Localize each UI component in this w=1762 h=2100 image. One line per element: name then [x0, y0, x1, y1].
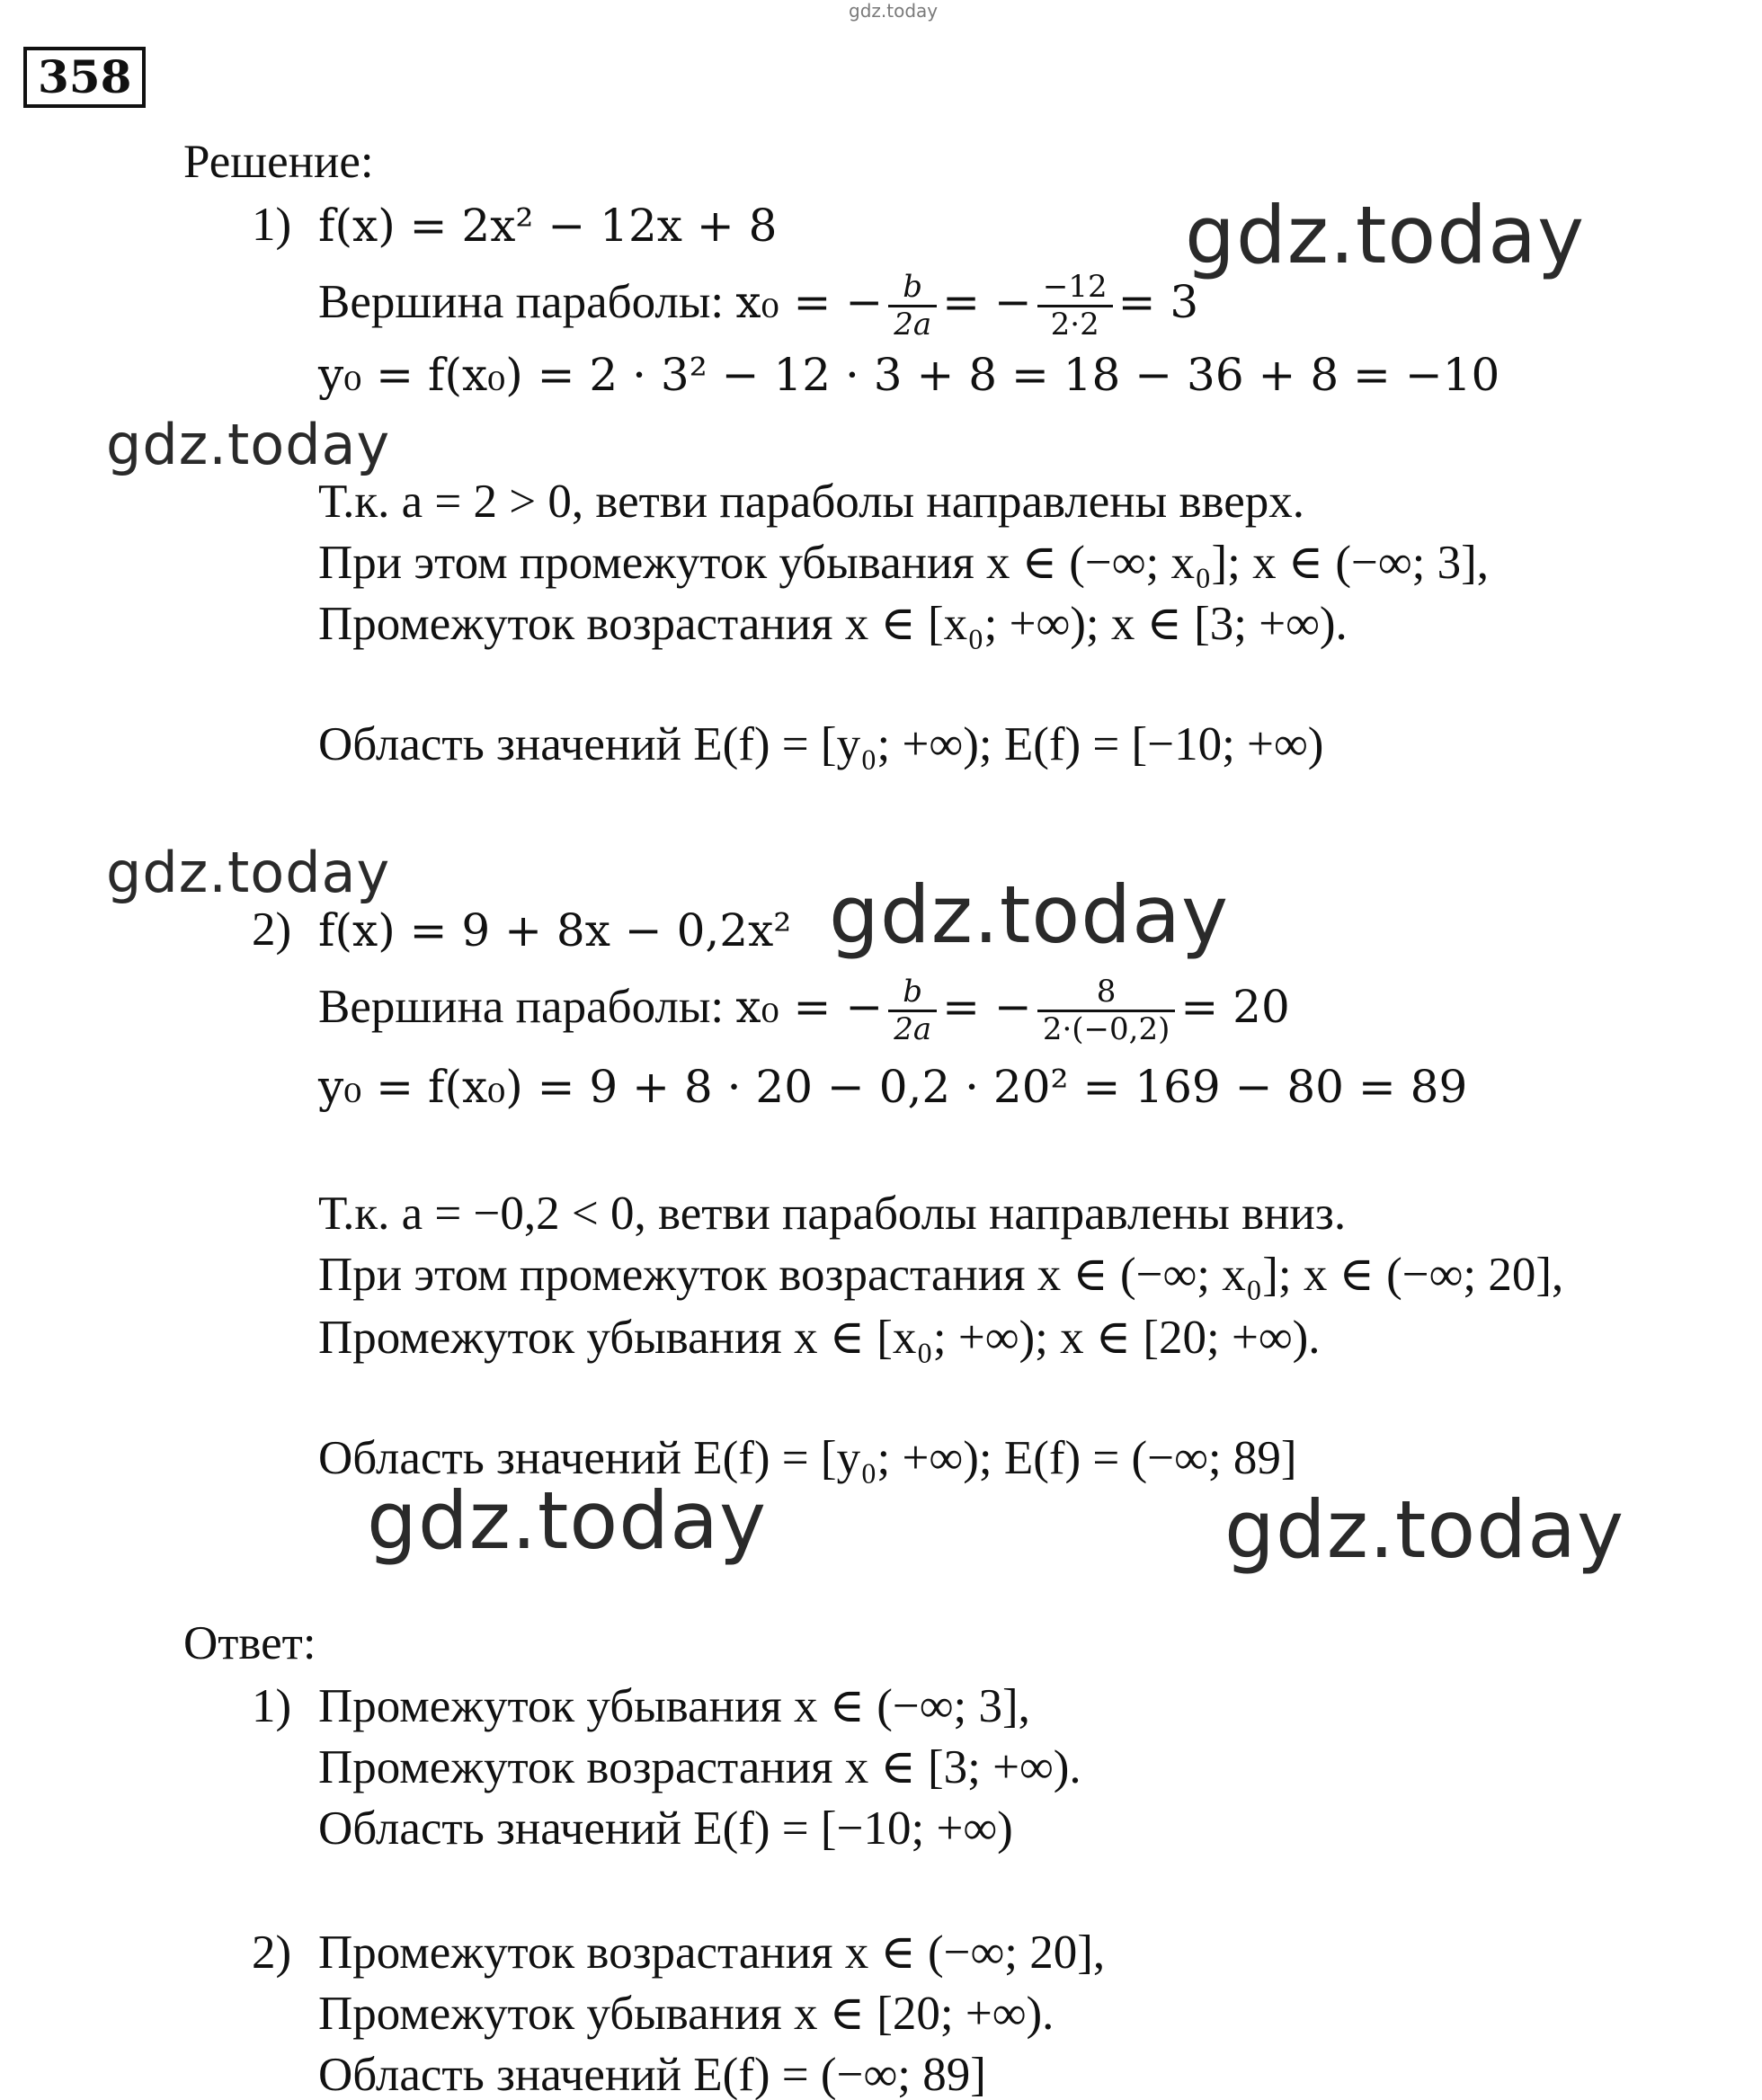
answer-item1-label: 1): [252, 1680, 292, 1732]
part2-label: 2): [252, 903, 292, 956]
part2-frac-b: b: [888, 974, 937, 1012]
part2-vertex-line: [318, 974, 1290, 1047]
part1-frac-b-2a: [888, 270, 937, 343]
part2-range: Область значений E(f) = [y₀; +∞); E(f) = (−∞; 89]: [318, 1432, 1297, 1484]
part2-vertex-result: = 20: [1180, 980, 1290, 1033]
watermark-4: gdz.today: [829, 868, 1230, 961]
answer-item1-line2: Промежуток возрастания x ∈ [3; +∞).: [318, 1741, 1081, 1793]
part1-frac-2a: 2a: [894, 307, 932, 343]
part1-frac-b: b: [888, 270, 937, 307]
part1-label: 1): [252, 199, 292, 251]
part2-vertex-start: x₀ = −: [735, 980, 884, 1033]
part1-vertex-prefix: Вершина параболы:: [318, 275, 725, 328]
watermark-2: gdz.today: [106, 412, 391, 477]
part2-frac-num: 8: [1037, 974, 1176, 1012]
part2-y0-line: y₀ = f(x₀) = 9 + 8 · 20 − 0,2 · 20² = 169 − 80 = 89: [318, 1061, 1468, 1113]
watermark-1: gdz.today: [1185, 189, 1586, 281]
part1-increasing: Промежуток возрастания x ∈ [x₀; +∞); x ∈ [3; +∞).: [318, 598, 1348, 650]
part1-vertex-mid: = −: [942, 275, 1032, 328]
part1-vertex-result: = 3: [1117, 275, 1199, 328]
part2-frac-2a: 2a: [894, 1011, 932, 1048]
answer-item2-label: 2): [252, 1926, 292, 1979]
watermark-3: gdz.today: [106, 840, 391, 905]
part2-frac-den: 2·(−0,2): [1042, 1011, 1170, 1048]
part2-branches: Т.к. a = −0,2 < 0, ветви параболы направлены вниз.: [318, 1188, 1347, 1240]
part1-frac-den: 2·2: [1050, 307, 1099, 343]
part1-range: Область значений E(f) = [y₀; +∞); E(f) = [−10; +∞): [318, 718, 1324, 770]
part2-function: f(x) = 9 + 8x − 0,2x²: [318, 904, 792, 957]
top-watermark: gdz.today: [849, 0, 939, 22]
part1-decreasing: При этом промежуток убывания x ∈ (−∞; x₀]; x ∈ (−∞; 3],: [318, 537, 1490, 589]
part1-function: f(x) = 2x² − 12x + 8: [318, 200, 778, 252]
part2-decreasing: Промежуток убывания x ∈ [x₀; +∞); x ∈ [20; +∞).: [318, 1312, 1321, 1364]
part1-frac-num: −12: [1037, 270, 1113, 307]
answer-item2-line3: Область значений E(f) = (−∞; 89]: [318, 2049, 986, 2100]
watermark-6: gdz.today: [1224, 1483, 1625, 1576]
part1-vertex-start: x₀ = −: [735, 275, 884, 328]
part1-branches: Т.к. a = 2 > 0, ветви параболы направлены вверх.: [318, 476, 1305, 528]
solution-label: Решение:: [183, 136, 374, 188]
problem-number: 358: [23, 47, 146, 108]
answer-item1-line1: Промежуток убывания x ∈ (−∞; 3],: [318, 1680, 1030, 1732]
part1-frac-values: [1037, 270, 1113, 343]
answer-label: Ответ:: [183, 1617, 316, 1669]
part2-vertex-mid: = −: [942, 980, 1032, 1033]
part2-frac-b-2a: [888, 974, 937, 1047]
part1-y0-line: y₀ = f(x₀) = 2 · 3² − 12 · 3 + 8 = 18 − 36 + 8 = −10: [318, 349, 1500, 401]
answer-item2-line2: Промежуток убывания x ∈ [20; +∞).: [318, 1988, 1055, 2040]
answer-item1-line3: Область значений E(f) = [−10; +∞): [318, 1802, 1013, 1855]
part2-frac-values: [1037, 974, 1176, 1047]
part1-vertex-line: [318, 270, 1198, 343]
part2-vertex-prefix: Вершина параболы:: [318, 980, 725, 1033]
answer-item2-line1: Промежуток возрастания x ∈ (−∞; 20],: [318, 1926, 1106, 1979]
part2-increasing: При этом промежуток возрастания x ∈ (−∞; x₀]; x ∈ (−∞; 20],: [318, 1249, 1564, 1301]
watermark-5: gdz.today: [367, 1474, 768, 1567]
